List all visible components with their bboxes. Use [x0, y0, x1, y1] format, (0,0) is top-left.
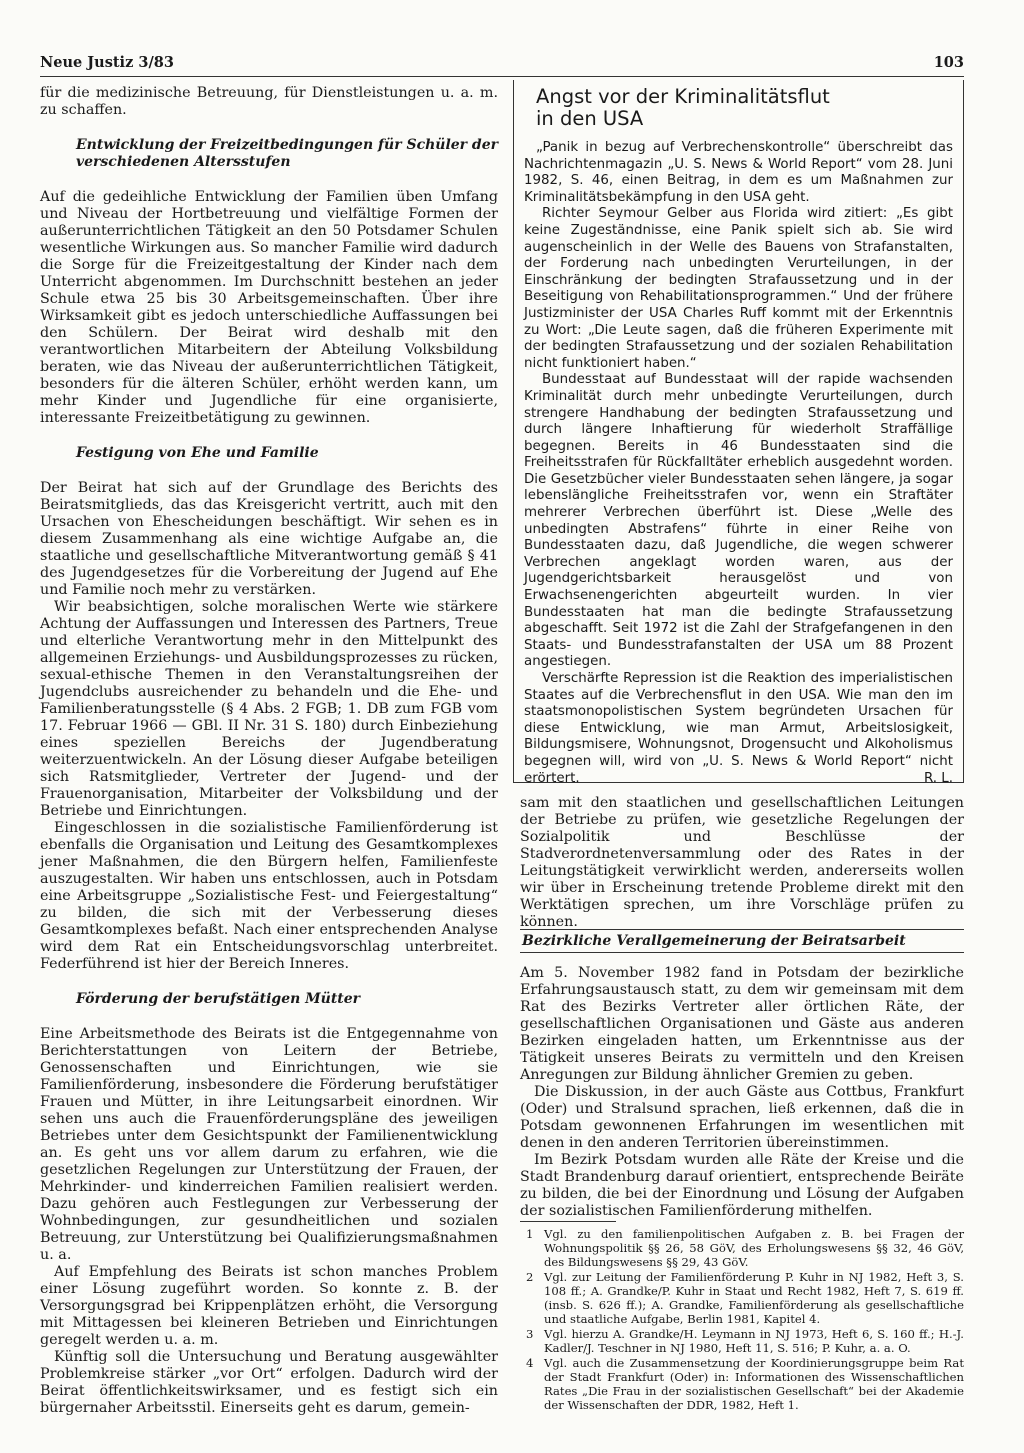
paragraph: Im Bezirk Potsdam wurden alle Räte der Kreise und die Stadt Brandenburg darauf orientiert, entsprechende Beiräte zu bilden, die bei der Einordnung und Lösung der Aufgaben der sozialistischen Familienförderung mithelfen. [520, 1152, 964, 1219]
section-heading: Entwicklung der Freizeitbedingungen für Schüler der verschiedenen Altersstufen [76, 137, 499, 170]
footnote-text: Vgl. zur Leitung der Familienförderung P. Kuhr in NJ 1982, Heft 3, S. 108 ff.; A. Grandke/P. Kuhr in Staat und Recht 1982, Heft 7, S. 619 ff. (insb. S. 626 ff.); A. Grandke, Familienförderung als gesellschaftliche und staatliche Aufgabe, Berlin 1981, Kapitel 4. [544, 1270, 964, 1326]
footnote-number: 2 [526, 1270, 534, 1284]
box-paragraph: Bundesstaat auf Bundesstaat will der rapide wachsenden Kriminalität durch mehr unbedingte Verurteilungen, durch strengere Handhabung der bedingten Strafaussetzung und durch längere Inhaftierung für wiederholt Straffällige begegnen. Bereits in 46 Bundesstaaten sind die Freiheitsstrafen für Rückfalltäter erheblich ausgedehnt worden. Die Gesetzbücher vieler Bundesstaaten sehen längere, ja sogar lebenslängliche Freiheitsstrafen vor, wenn ein Straftäter mehrerer Verbrechen überführt ist. Diese „Welle des unbedingten Abstrafens“ führte in einer Reihe von Bundesstaaten dazu, daß Jugendliche, die wegen schwerer Verbrechen angeklagt worden waren, aus der Jugendgerichtsbarkeit herausgelöst und von Erwachsenengerichten abgeurteilt wurden. In vier Bundesstaaten hat man die bedingte Strafaussetzung abgeschafft. Seit 1972 ist die Zahl der Strafgefangenen in den Staats- und Bundesstrafanstalten der USA um 88 Prozent angestiegen. [524, 372, 953, 670]
paragraph: Wir beabsichtigen, solche moralischen Werte wie stärkere Achtung der Auffassungen und Interessen des Partners, Treue und elterliche Verantwortung mehr in den Mittelpunkt des allgemeinen Erziehungs- und Ausbildungsprozesses zu rücken, sexual-ethische Themen in den Veranstaltungsreihen der Jugendclubs ausreichender zu behandeln und die Ehe- und Familienberatungsstelle (§ 4 Abs. 2 FGB; 1. DB zum FGB vom 17. Februar 1966 — GBl. II Nr. 31 S. 180) durch Einbeziehung eines speziellen Bereichs der Jugendberatung weiterzuentwickeln. An der Lösung dieser Aufgabe beteiligen sich Ratsmitglieder, Vertreter der Jugend- und der Frauenorganisation, Mitarbeiter der Volksbildung und der Betriebe und Einrichtungen. [40, 599, 498, 819]
paragraph: Der Beirat hat sich auf der Grundlage des Berichts des Beiratsmitglieds, das das Kreisgericht vertritt, auch mit den Ursachen von Ehescheidungen beschäftigt. Wir sehen es in diesem Zusammenhang als eine wichtige Aufgabe an, die staatliche und gesellschaftliche Mitverantwortung gemäß § 41 des Jugendgesetzes für die Vorbereitung der Jugend auf Ehe und Familie noch mehr zu verstärken. [40, 480, 498, 598]
page-header [40, 54, 964, 77]
paragraph: für die medizinische Betreuung, für Dienstleistungen u. a. m. zu schaffen. [40, 85, 498, 118]
box-title-line: in den USA [536, 107, 644, 130]
footnote-divider [520, 1221, 616, 1222]
paragraph: sam mit den staatlichen und gesellschaftlichen Leitungen der Betriebe zu prüfen, wie gesetzliche Regelungen der Sozialpolitik und Beschlüsse der Stadverordnetenversammlung oder des Rates in der Leitungstätigkeit verwirklicht werden, andererseits wollen wir über in Erscheinung tretende Probleme direkt mit den Werktätigen sprechen, um ihre Vorschläge prüfen zu können. [520, 795, 964, 930]
section-heading: Förderung der berufstätigen Mütter [76, 991, 361, 1007]
footnote-text: Vgl. hierzu A. Grandke/H. Leymann in NJ 1973, Heft 6, S. 160 ff.; H.-J. Kadler/J. Teschner in NJ 1980, Heft 11, S. 516; P. Kuhr, a. a. O. [544, 1327, 964, 1355]
box-title [536, 86, 953, 130]
footnote-number: 3 [526, 1327, 534, 1341]
box-paragraph: „Panik in bezug auf Verbrechenskontrolle“ überschreibt das Nachrichtenmagazin „U. S. News & World Report“ vom 28. Juni 1982, S. 46, einen Beitrag, in dem es um Maßnahmen zur Kriminalitätsbekämpfung in den USA geht. [524, 140, 953, 205]
paragraph: Die Diskussion, in der auch Gäste aus Cottbus, Frankfurt (Oder) und Stralsund sprachen, ließ erkennen, daß die in Potsdam gewonnenen Erfahrungen im wesentlichen mit denen in den anderen Territorien übereinstimmen. [520, 1084, 964, 1151]
journal-title: Neue Justiz 3/83 [40, 54, 174, 71]
left-column [40, 85, 498, 1417]
paragraph: Am 5. November 1982 fand in Potsdam der bezirkliche Erfahrungsaustausch statt, zu dem wir gemeinsam mit dem Rat des Bezirks Vertreter aller örtlichen Räte, der gesellschaftlichen Organisationen und Gäste aus anderen Bezirken eingeladen hatten, um Erkenntnisse aus der Tätigkeit unseres Beirats zu vermitteln und den Kreisen Anregungen zur Bildung ähnlicher Gremien zu geben. [520, 965, 964, 1083]
right-column-top [520, 795, 964, 931]
footnote [520, 1227, 964, 1269]
box-paragraph: Verschärfte Repression ist die Reaktion des imperialistischen Staates auf die Verbrechensflut in den USA. Wie man den im staatsmonopolistischen System begründeten Ursachen für diese Entwicklung, wie man Armut, Arbeitslosigkeit, Bildungsmisere, Wohnungsnot, Drogensucht und Alkoholismus begegnen will, wird von „U. S. News & World Report“ nicht erörtert. [524, 671, 953, 786]
right-column-bottom [520, 965, 964, 1220]
box-paragraph: Richter Seymour Gelber aus Florida wird zitiert: „Es gibt keine Zugeständnisse, eine Panik spielt sich ab. Sie wird augenscheinlich in der Welle des Bauens von Strafanstalten, der Forderung nach unbedingten Verurteilungen, in der Einschränkung der bedingten Strafaussetzung und in der Beseitigung von Rehabilitationsprogrammen.“ Und der frühere Justizminister der USA Charles Ruff kommt mit der Erkenntnis zu Wort: „Die Leute sagen, daß die früheren Experimente mit der bedingten Strafaussetzung und der sozialen Rehabilitation nicht funktioniert haben.“ [524, 206, 953, 371]
footnotes [520, 1227, 964, 1413]
paragraph: Auf Empfehlung des Beirats ist schon manches Problem einer Lösung zugeführt worden. So konnte z. B. der Versorgungsgrad bei Krippenplätzen erhöht, die Versorgung mit Mittagessen bei kleineren Betrieben und Einrichtungen geregelt werden u. a. m. [40, 1264, 498, 1348]
page-number: 103 [933, 54, 964, 71]
paragraph: Auf die gedeihliche Entwicklung der Familien üben Umfang und Niveau der Hortbetreuung und vielfältige Formen der außerunterrichtlichen Tätigkeit an den 50 Potsdamer Schulen wesentliche Wirkungen aus. So mancher Familie wird dadurch die Sorge für die Freizeitgestaltung der Kinder nach dem Unterricht abgenommen. Im Durchschnitt bestehen an jeder Schule etwa 25 bis 30 Arbeitsgemeinschaften. Über ihre Wirksamkeit gibt es jedoch unterschiedliche Auffassungen bei den Schülern. Der Beirat wird deshalb mit den verantwortlichen Mitarbeitern der Abteilung Volksbildung beraten, wie das Niveau der außerunterrichtlichen Tätigkeit, besonders für die älteren Schüler, erhöht werden kann, um mehr Kinder und Jugendliche für eine organisierte, interessante Freizeitbetätigung zu gewinnen. [40, 189, 498, 426]
footnote-text: Vgl. zu den familienpolitischen Aufgaben z. B. bei Fragen der Wohnungspolitik §§ 26, 58 GöV, des Erholungswesens §§ 32, 46 GöV, des Bildungswesens §§ 29, 43 GöV. [544, 1227, 964, 1269]
footnote [520, 1270, 964, 1326]
paragraph: Eingeschlossen in die sozialistische Familienförderung ist ebenfalls die Organisation und Leitung des Gesamtkomplexes jener Maßnahmen, die den Bürgern helfen, Familienfeste auszugestalten. Wir haben uns entschlossen, auch in Potsdam eine Arbeitsgruppe „Sozialistische Fest- und Feiergestaltung“ zu bilden, die sich mit der Verbesserung dieses Gesamtkomplexes befaßt. Nach einer entsprechenden Analyse wird dem Rat ein Entscheidungsvorschlag unterbreitet. Federführend ist hier der Bereich Inneres. [40, 820, 498, 972]
footnote-number: 1 [526, 1227, 534, 1241]
section-heading: Bezirkliche Verallgemeinerung der Beiratsarbeit [520, 929, 964, 953]
box-title-line: Angst vor der Kriminalitätsflut [536, 85, 830, 108]
paragraph: Künftig soll die Untersuchung und Beratung ausgewählter Problemkreise stärker „vor Ort“ erfolgen. Dadurch wird der Beirat öffentlichkeitswirksamer, und es festigt sich ein bürgernaher Arbeitsstil. Einerseits geht es darum, gemein- [40, 1349, 498, 1416]
footnote-text: Vgl. auch die Zusammensetzung der Koordinierungsgruppe beim Rat der Stadt Frankfurt (Oder) in: Informationen des Wissenschaftlichen Rates „Die Frau in der sozialistischen Gesellschaft“ bei der Akademie der Wissenschaften der DDR, 1982, Heft 1. [544, 1356, 964, 1412]
footnote [520, 1356, 964, 1412]
author-initials: R. L. [923, 770, 953, 786]
section-heading: Festigung von Ehe und Familie [76, 445, 319, 461]
footnote-number: 4 [526, 1356, 534, 1370]
sidebar-box [513, 80, 964, 786]
paragraph: Eine Arbeitsmethode des Beirats ist die Entgegennahme von Berichterstattungen von Leitern der Betriebe, Genossenschaften und Einrichtungen, wie sie Familienförderung, insbesondere die Förderung berufstätiger Frauen und Mütter, in ihre Leitungsarbeit einordnen. Wir sehen uns auch die Frauenförderungspläne des jeweiligen Betriebes unter dem Gesichtspunkt der Familienentwicklung an. Es geht uns vor allem darum zu erfahren, wie die gesetzlichen Regelungen zur Unterstützung der Frauen, der Mehrkinder- und kinderreichen Familien realisiert werden. Dazu gehören auch Festlegungen zur Verbesserung der Wohnbedingungen, zur gesundheitlichen und sozialen Betreuung, zur Unterstützung bei Qualifizierungsmaßnahmen u. a. [40, 1026, 498, 1263]
footnote [520, 1327, 964, 1355]
